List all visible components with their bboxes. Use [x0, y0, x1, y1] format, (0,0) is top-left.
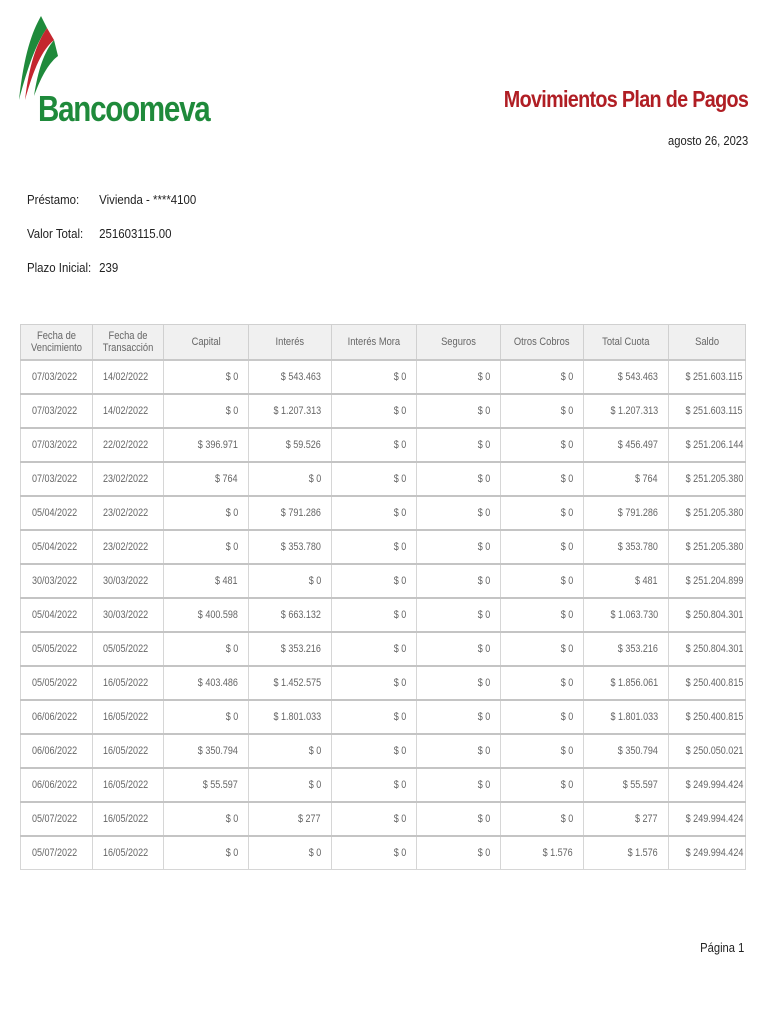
table-cell: $ 0: [417, 632, 501, 666]
table-cell: $ 0: [501, 700, 584, 734]
table-cell: 16/05/2022: [93, 734, 164, 768]
column-header: Capital: [164, 325, 249, 361]
table-cell: $ 0: [501, 462, 584, 496]
table-row: [21, 768, 746, 802]
table-cell: $ 456.497: [584, 428, 669, 462]
table-cell: 23/02/2022: [93, 462, 164, 496]
table-cell: $ 0: [417, 428, 501, 462]
table-cell: $ 0: [332, 700, 417, 734]
table-cell: 06/06/2022: [21, 734, 93, 768]
table-cell: 05/04/2022: [21, 496, 93, 530]
table-cell: $ 250.400.815: [669, 700, 746, 734]
table-cell: $ 353.216: [249, 632, 332, 666]
table-cell: $ 0: [164, 632, 249, 666]
plazo-inicial-value: 239: [99, 260, 119, 275]
logo-text: Bancoomeva: [38, 88, 210, 129]
table-cell: $ 0: [332, 598, 417, 632]
table-cell: 05/04/2022: [21, 598, 93, 632]
table-cell: 05/07/2022: [21, 802, 93, 836]
column-header: Fecha de Vencimiento: [21, 325, 93, 361]
table-cell: $ 0: [164, 496, 249, 530]
table-cell: 07/03/2022: [21, 394, 93, 428]
table-cell: $ 1.856.061: [584, 666, 669, 700]
table-cell: $ 0: [501, 496, 584, 530]
column-header: Interés Mora: [332, 325, 417, 361]
table-cell: $ 764: [164, 462, 249, 496]
table-cell: $ 0: [332, 496, 417, 530]
column-header: Interés: [249, 325, 332, 361]
table-cell: $ 0: [332, 802, 417, 836]
table-row: [21, 360, 746, 394]
table-cell: $ 0: [501, 394, 584, 428]
table-row: [21, 632, 746, 666]
table-cell: $ 55.597: [584, 768, 669, 802]
table-cell: 16/05/2022: [93, 836, 164, 870]
table-row: [21, 666, 746, 700]
loan-info-plazo: [27, 260, 118, 275]
column-header: Saldo: [669, 325, 746, 361]
table-cell: $ 0: [417, 802, 501, 836]
table-cell: 30/03/2022: [93, 598, 164, 632]
table-cell: $ 0: [332, 564, 417, 598]
table-row: [21, 428, 746, 462]
column-header: Otros Cobros: [501, 325, 584, 361]
column-header: Total Cuota: [584, 325, 669, 361]
table-cell: $ 0: [249, 462, 332, 496]
table-cell: $ 0: [332, 836, 417, 870]
table-cell: $ 0: [332, 360, 417, 394]
table-cell: $ 251.206.144: [669, 428, 746, 462]
table-cell: $ 481: [164, 564, 249, 598]
table-cell: $ 0: [501, 360, 584, 394]
table-cell: $ 277: [584, 802, 669, 836]
table-cell: $ 251.205.380: [669, 496, 746, 530]
table-row: [21, 564, 746, 598]
table-cell: $ 0: [164, 700, 249, 734]
table-cell: $ 0: [417, 530, 501, 564]
table-row: [21, 394, 746, 428]
table-cell: 16/05/2022: [93, 802, 164, 836]
page-number: Página 1: [699, 940, 744, 955]
table-cell: 14/02/2022: [93, 360, 164, 394]
table-cell: $ 1.063.730: [584, 598, 669, 632]
table-cell: $ 251.205.380: [669, 462, 746, 496]
column-header: Fecha de Transacción: [93, 325, 164, 361]
table-cell: $ 0: [417, 700, 501, 734]
table-cell: $ 0: [417, 394, 501, 428]
table-cell: $ 250.804.301: [669, 598, 746, 632]
table-cell: 16/05/2022: [93, 666, 164, 700]
table-cell: $ 791.286: [584, 496, 669, 530]
table-cell: $ 0: [417, 564, 501, 598]
table-cell: $ 1.801.033: [249, 700, 332, 734]
table-header: [21, 325, 746, 361]
table-cell: $ 0: [417, 496, 501, 530]
table-cell: $ 543.463: [584, 360, 669, 394]
table-row: [21, 836, 746, 870]
table-cell: $ 350.794: [164, 734, 249, 768]
table-cell: $ 0: [501, 632, 584, 666]
prestamo-label: Préstamo:: [27, 192, 80, 207]
table-cell: $ 250.400.815: [669, 666, 746, 700]
table-row: [21, 700, 746, 734]
table-cell: $ 0: [417, 360, 501, 394]
table-cell: $ 249.994.424: [669, 836, 746, 870]
table-cell: $ 0: [332, 666, 417, 700]
loan-info-prestamo: [27, 192, 196, 207]
table-cell: 05/05/2022: [93, 632, 164, 666]
table-cell: $ 0: [164, 802, 249, 836]
table-cell: 05/05/2022: [21, 632, 93, 666]
table-cell: $ 764: [584, 462, 669, 496]
table-cell: $ 250.804.301: [669, 632, 746, 666]
table-cell: $ 353.780: [249, 530, 332, 564]
table-cell: $ 1.576: [501, 836, 584, 870]
table-cell: 30/03/2022: [93, 564, 164, 598]
valor-total-value: 251603115.00: [99, 226, 172, 241]
table-cell: $ 0: [164, 360, 249, 394]
table-cell: $ 0: [332, 428, 417, 462]
table-cell: 07/03/2022: [21, 428, 93, 462]
table-cell: $ 0: [501, 802, 584, 836]
table-cell: $ 251.603.115: [669, 394, 746, 428]
table-cell: 07/03/2022: [21, 360, 93, 394]
table-cell: 23/02/2022: [93, 496, 164, 530]
table-cell: $ 0: [501, 564, 584, 598]
table-cell: 06/06/2022: [21, 768, 93, 802]
table-cell: $ 0: [332, 632, 417, 666]
table-cell: $ 481: [584, 564, 669, 598]
table-cell: 22/02/2022: [93, 428, 164, 462]
table-row: [21, 598, 746, 632]
table-cell: $ 0: [164, 836, 249, 870]
table-cell: $ 353.216: [584, 632, 669, 666]
table-cell: $ 350.794: [584, 734, 669, 768]
table-cell: $ 0: [417, 462, 501, 496]
table-cell: $ 0: [501, 734, 584, 768]
table-row: [21, 496, 746, 530]
prestamo-value: Vivienda - ****4100: [99, 192, 197, 207]
table-cell: $ 400.598: [164, 598, 249, 632]
table-cell: 23/02/2022: [93, 530, 164, 564]
table-cell: $ 250.050.021: [669, 734, 746, 768]
table-cell: $ 0: [249, 836, 332, 870]
table-cell: $ 403.486: [164, 666, 249, 700]
column-header: Seguros: [417, 325, 501, 361]
table-cell: $ 0: [332, 768, 417, 802]
table-cell: $ 0: [417, 666, 501, 700]
table-cell: 05/07/2022: [21, 836, 93, 870]
table-cell: 16/05/2022: [93, 700, 164, 734]
movements-table: [20, 324, 746, 870]
table-cell: $ 251.603.115: [669, 360, 746, 394]
table-cell: $ 249.994.424: [669, 768, 746, 802]
loan-info-valor: [27, 226, 171, 241]
table-cell: $ 249.994.424: [669, 802, 746, 836]
table-cell: $ 663.132: [249, 598, 332, 632]
table-cell: $ 791.286: [249, 496, 332, 530]
table-row: [21, 802, 746, 836]
table-body: [21, 360, 746, 870]
table-cell: 05/05/2022: [21, 666, 93, 700]
table-cell: $ 1.576: [584, 836, 669, 870]
table-cell: $ 251.205.380: [669, 530, 746, 564]
bancoomeva-logo: [14, 14, 210, 129]
table-cell: $ 0: [332, 734, 417, 768]
table-cell: 16/05/2022: [93, 768, 164, 802]
table-cell: $ 0: [417, 836, 501, 870]
table-cell: 05/04/2022: [21, 530, 93, 564]
document-date: agosto 26, 2023: [667, 133, 748, 148]
table-row: [21, 734, 746, 768]
table-cell: 30/03/2022: [21, 564, 93, 598]
table-cell: $ 0: [332, 462, 417, 496]
table-cell: $ 0: [164, 530, 249, 564]
table-cell: $ 0: [501, 768, 584, 802]
plazo-inicial-label: Plazo Inicial:: [27, 260, 92, 275]
valor-total-label: Valor Total:: [27, 226, 84, 241]
table-cell: $ 1.801.033: [584, 700, 669, 734]
table-cell: $ 396.971: [164, 428, 249, 462]
table-cell: $ 0: [332, 394, 417, 428]
table-cell: $ 0: [417, 734, 501, 768]
table-cell: 14/02/2022: [93, 394, 164, 428]
table-cell: $ 251.204.899: [669, 564, 746, 598]
table-row: [21, 462, 746, 496]
table-row: [21, 530, 746, 564]
table-cell: $ 1.207.313: [584, 394, 669, 428]
table-cell: $ 0: [501, 598, 584, 632]
table-cell: $ 543.463: [249, 360, 332, 394]
table-cell: $ 277: [249, 802, 332, 836]
table-cell: $ 0: [249, 768, 332, 802]
table-cell: $ 55.597: [164, 768, 249, 802]
table-cell: $ 0: [417, 768, 501, 802]
table-cell: $ 0: [332, 530, 417, 564]
table-cell: $ 1.452.575: [249, 666, 332, 700]
table-cell: $ 0: [417, 598, 501, 632]
table-cell: $ 0: [501, 530, 584, 564]
table-cell: 06/06/2022: [21, 700, 93, 734]
table-cell: $ 353.780: [584, 530, 669, 564]
table-cell: $ 0: [249, 564, 332, 598]
table-cell: $ 0: [164, 394, 249, 428]
document-title: Movimientos Plan de Pagos: [503, 86, 748, 112]
table-cell: $ 1.207.313: [249, 394, 332, 428]
table-cell: $ 59.526: [249, 428, 332, 462]
table-cell: $ 0: [501, 428, 584, 462]
table-cell: 07/03/2022: [21, 462, 93, 496]
table-cell: $ 0: [249, 734, 332, 768]
table-cell: $ 0: [501, 666, 584, 700]
